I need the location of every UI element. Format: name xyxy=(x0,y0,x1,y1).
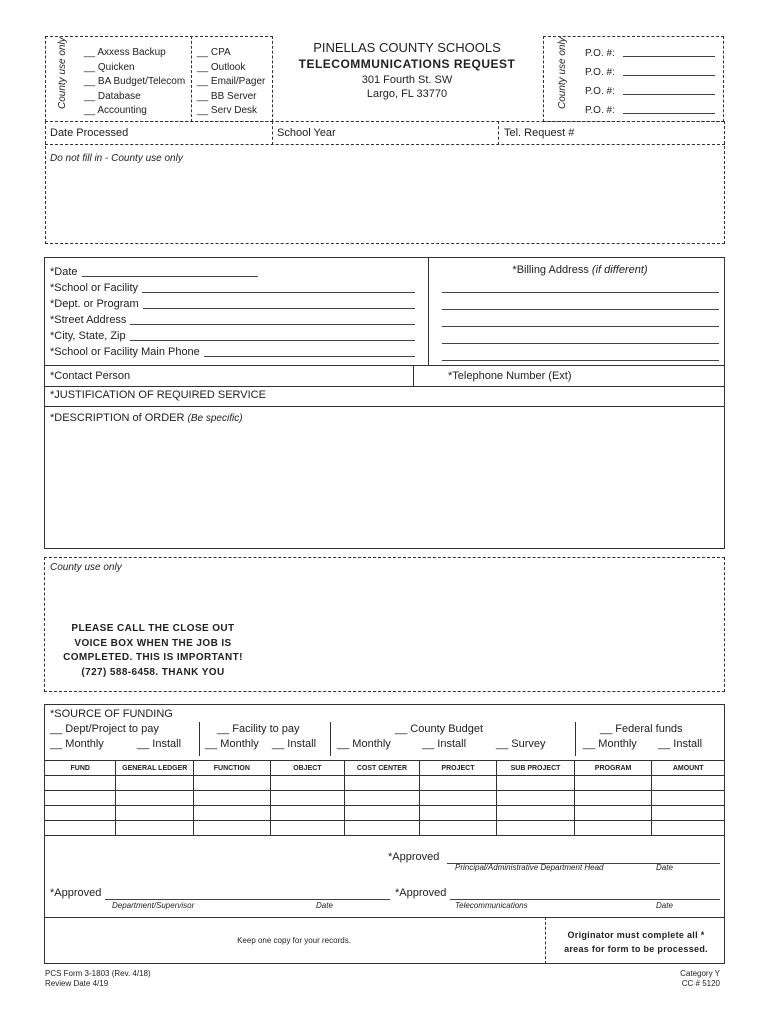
date-processed-label[interactable]: Date Processed xyxy=(50,127,129,139)
county-use-left: County use only xyxy=(57,37,68,109)
table-row xyxy=(45,776,725,791)
funding-table-header: FUND GENERAL LEDGER FUNCTION OBJECT COST CENTER PROJECT SUB PROJECT PROGRAM AMOUNT xyxy=(45,761,725,776)
supervisor-caption: Department/Supervisor xyxy=(112,901,195,910)
table-row xyxy=(45,791,725,806)
keep-copy-note: Keep one copy for your records. xyxy=(237,936,351,945)
source-of-funding: *SOURCE OF FUNDING xyxy=(50,708,173,720)
po-numbers[interactable]: P.O. #: P.O. #: P.O. #: P.O. #: xyxy=(585,44,715,120)
approval-supervisor[interactable]: *Approved xyxy=(50,887,390,900)
requestor-fields[interactable]: *Date *School or Facility *Dept. or Program *Street Address *City, State, Zip *School or Facility Main Phone xyxy=(50,264,415,360)
county-use-right: County use only xyxy=(557,37,568,109)
options-col1[interactable]: __ Axxess Backup __ Quicken __ BA Budget/Telecom __ Database __ Accounting xyxy=(84,47,186,116)
supervisor-date-caption: Date xyxy=(316,901,333,910)
org-header: PINELLAS COUNTY SCHOOLS TELECOMMUNICATIONS REQUEST 301 Fourth St. SW Largo, FL 33770 xyxy=(282,40,532,100)
facility-to-pay[interactable]: __ Facility to pay xyxy=(217,723,300,735)
form-title: TELECOMMUNICATIONS REQUEST xyxy=(298,57,516,71)
county-only-note: Do not fill in - County use only xyxy=(50,153,183,164)
description-label[interactable]: *DESCRIPTION of ORDER (Be specific) xyxy=(50,412,243,424)
org-name: PINELLAS COUNTY SCHOOLS xyxy=(313,40,501,55)
funding-frequency-options[interactable]: __ Monthly __ Install __ Monthly __ Install __ Monthly __ Install __ Survey __ Monthly __ Install xyxy=(50,738,703,750)
telecom-date-caption: Date xyxy=(656,901,673,910)
justification-label[interactable]: *JUSTIFICATION OF REQUIRED SERVICE xyxy=(50,389,266,401)
county-use-label: County use only xyxy=(50,562,122,573)
school-year-label[interactable]: School Year xyxy=(277,127,336,139)
funding-table[interactable] xyxy=(44,760,725,836)
approval-telecom[interactable]: *Approved xyxy=(395,887,720,900)
federal-funds[interactable]: __ Federal funds xyxy=(600,723,683,735)
table-row xyxy=(45,806,725,821)
telephone-label[interactable]: *Telephone Number (Ext) xyxy=(448,370,572,382)
billing-lines[interactable] xyxy=(442,280,719,361)
category-info: Category Y CC # 5120 xyxy=(680,969,720,988)
options-col2[interactable]: __ CPA __ Outlook __ Email/Pager __ BB Server __ Serv Desk xyxy=(197,47,266,116)
county-budget[interactable]: __ County Budget xyxy=(395,723,484,735)
principal-caption: Principal/Administrative Department Head xyxy=(455,863,604,872)
tel-request-label[interactable]: Tel. Request # xyxy=(504,127,575,139)
billing-label: *Billing Address (if different) xyxy=(512,264,648,276)
approval-principal[interactable]: *Approved xyxy=(388,851,720,864)
form-number: PCS Form 3-1803 (Rev. 4/18) Review Date 4/19 xyxy=(45,969,151,988)
processing-box xyxy=(45,121,725,244)
contact-person-label[interactable]: *Contact Person xyxy=(50,370,131,382)
close-out-notice: PLEASE CALL THE CLOSE OUT VOICE BOX WHEN THE JOB IS COMPLETED. THIS IS IMPORTANT! (727) 588-6458. THANK YOU xyxy=(63,623,243,678)
principal-date-caption: Date xyxy=(656,863,673,872)
table-row xyxy=(45,821,725,836)
dept-to-pay[interactable]: __ Dept/Project to pay xyxy=(50,723,159,735)
originator-notice: Originator must complete all * areas for form to be processed. xyxy=(564,930,708,954)
telecom-caption: Telecommunications xyxy=(455,901,528,910)
